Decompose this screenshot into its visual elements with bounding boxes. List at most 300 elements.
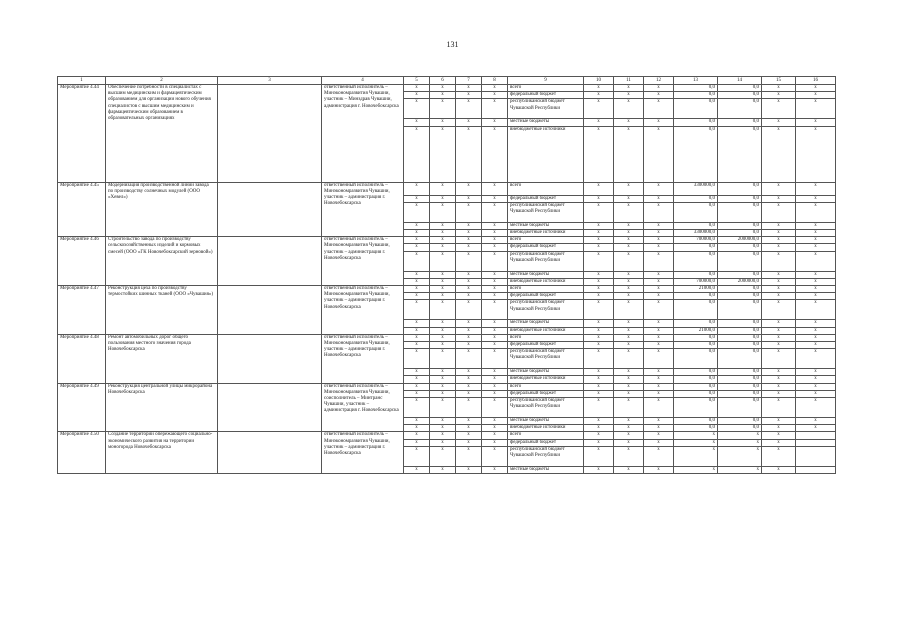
value-cell: x: [796, 85, 836, 92]
amount-cell: 2000000,0: [718, 237, 762, 244]
amount-cell: x: [674, 439, 718, 446]
value-cell: x: [584, 425, 614, 432]
value-cell: x: [482, 293, 508, 300]
value-cell: x: [404, 466, 430, 473]
value-cell: x: [584, 244, 614, 251]
amount-cell: 0,0: [718, 182, 762, 195]
table-row: [58, 432, 836, 439]
value-cell: x: [482, 446, 508, 466]
value-cell: x: [456, 390, 482, 397]
value-cell: x: [430, 327, 456, 334]
value-cell: x: [614, 237, 644, 244]
value-cell: x: [644, 286, 674, 293]
value-cell: x: [482, 418, 508, 425]
value-cell: x: [796, 376, 836, 383]
column-number-cell: 7: [456, 77, 482, 85]
amount-cell: 0,0: [674, 390, 718, 397]
funding-source-cell: всего: [508, 237, 584, 244]
value-cell: x: [456, 278, 482, 285]
event-executor-cell: ответственный исполнитель – Минэкономразвития Чувашии, участник – Минздрав Чувашии, администрация г. Новочебоксарска: [322, 85, 404, 183]
value-cell: x: [456, 202, 482, 222]
value-cell: x: [430, 182, 456, 195]
event-executor-cell: ответственный исполнитель – Минэкономразвития Чувашии, участник – администрация г. Новочебоксарска: [322, 334, 404, 383]
column-number-cell: 1: [58, 77, 106, 85]
value-cell: x: [430, 271, 456, 278]
value-cell: x: [614, 222, 644, 229]
table-row: [58, 85, 836, 92]
value-cell: x: [584, 320, 614, 327]
value-cell: x: [482, 349, 508, 369]
value-cell: x: [614, 85, 644, 92]
value-cell: x: [644, 119, 674, 126]
event-id-cell: Мероприятие 4.48: [58, 334, 106, 383]
value-cell: x: [614, 327, 644, 334]
column-number-cell: 5: [404, 77, 430, 85]
funding-source-cell: федеральный бюджет: [508, 244, 584, 251]
funding-source-cell: федеральный бюджет: [508, 439, 584, 446]
value-cell: x: [614, 244, 644, 251]
value-cell: x: [482, 376, 508, 383]
event-name-cell: Модернизация производственной линии завода по производству солнечных модулей (ООО «Хевел»): [106, 182, 218, 237]
amount-cell: 0,0: [674, 369, 718, 376]
amount-cell: 700000,0: [674, 237, 718, 244]
value-cell: x: [482, 383, 508, 390]
column-number-cell: 3: [218, 77, 322, 85]
value-cell: x: [482, 202, 508, 222]
value-cell: x: [644, 251, 674, 271]
event-executor-cell: ответственный исполнитель – Минэкономразвития Чувашии, участник – администрация г. Новочебоксарска: [322, 432, 404, 474]
column-number-row: [58, 77, 836, 85]
value-cell: x: [614, 119, 644, 126]
value-cell: x: [430, 369, 456, 376]
value-cell: x: [762, 425, 796, 432]
amount-cell: x: [674, 466, 718, 473]
event-empty-cell: [218, 432, 322, 474]
value-cell: x: [482, 466, 508, 473]
value-cell: x: [584, 446, 614, 466]
funding-source-cell: республиканский бюджет Чувашской Республики: [508, 202, 584, 222]
amount-cell: x: [674, 446, 718, 466]
value-cell: x: [762, 320, 796, 327]
funding-source-cell: всего: [508, 334, 584, 341]
value-cell: x: [404, 342, 430, 349]
amount-cell: 0,0: [718, 126, 762, 182]
value-cell: x: [762, 278, 796, 285]
value-cell: x: [644, 244, 674, 251]
value-cell: x: [456, 222, 482, 229]
value-cell: x: [456, 376, 482, 383]
amount-cell: 21000,0: [674, 286, 718, 293]
value-cell: x: [614, 278, 644, 285]
funding-source-cell: местные бюджеты: [508, 271, 584, 278]
funding-source-cell: федеральный бюджет: [508, 92, 584, 99]
funding-source-cell: внебюджетные источники: [508, 425, 584, 432]
event-id-cell: Мероприятие 4.45: [58, 182, 106, 237]
column-number-cell: 8: [482, 77, 508, 85]
value-cell: x: [584, 230, 614, 237]
value-cell: x: [404, 119, 430, 126]
value-cell: x: [584, 466, 614, 473]
value-cell: x: [762, 92, 796, 99]
value-cell: x: [614, 300, 644, 320]
value-cell: x: [430, 222, 456, 229]
value-cell: x: [404, 286, 430, 293]
funding-source-cell: местные бюджеты: [508, 418, 584, 425]
value-cell: x: [430, 334, 456, 341]
value-cell: x: [644, 126, 674, 182]
value-cell: x: [430, 237, 456, 244]
event-name-cell: Реконструкция центральной улицы микрорайона Новочебоксарска: [106, 383, 218, 432]
amount-cell: 0,0: [674, 119, 718, 126]
value-cell: x: [644, 425, 674, 432]
value-cell: x: [614, 195, 644, 202]
value-cell: x: [404, 334, 430, 341]
event-id-cell: Мероприятие 4.50: [58, 432, 106, 474]
amount-cell: 0,0: [674, 222, 718, 229]
value-cell: x: [430, 195, 456, 202]
value-cell: x: [614, 425, 644, 432]
value-cell: x: [404, 369, 430, 376]
value-cell: x: [796, 300, 836, 320]
value-cell: x: [430, 439, 456, 446]
value-cell: x: [404, 126, 430, 182]
event-id-cell: Мероприятие 4.49: [58, 383, 106, 432]
value-cell: x: [796, 327, 836, 334]
amount-cell: 0,0: [718, 327, 762, 334]
funding-source-cell: всего: [508, 383, 584, 390]
event-empty-cell: [218, 182, 322, 237]
value-cell: x: [762, 271, 796, 278]
value-cell: x: [404, 230, 430, 237]
value-cell: x: [482, 439, 508, 446]
value-cell: x: [796, 195, 836, 202]
amount-cell: 0,0: [718, 376, 762, 383]
value-cell: x: [456, 369, 482, 376]
value-cell: x: [762, 244, 796, 251]
value-cell: x: [430, 466, 456, 473]
value-cell: x: [456, 85, 482, 92]
value-cell: x: [584, 286, 614, 293]
amount-cell: 0,0: [674, 320, 718, 327]
value-cell: x: [796, 286, 836, 293]
value-cell: x: [644, 369, 674, 376]
value-cell: x: [796, 369, 836, 376]
value-cell: [796, 432, 836, 439]
value-cell: x: [404, 349, 430, 369]
amount-cell: 0,0: [718, 342, 762, 349]
value-cell: x: [430, 85, 456, 92]
value-cell: x: [482, 390, 508, 397]
event-empty-cell: [218, 334, 322, 383]
amount-cell: 0,0: [718, 244, 762, 251]
amount-cell: 0,0: [718, 425, 762, 432]
column-number-cell: 6: [430, 77, 456, 85]
value-cell: x: [614, 342, 644, 349]
value-cell: x: [796, 202, 836, 222]
value-cell: x: [404, 320, 430, 327]
value-cell: x: [482, 244, 508, 251]
value-cell: x: [644, 85, 674, 92]
funding-source-cell: местные бюджеты: [508, 466, 584, 473]
value-cell: x: [430, 286, 456, 293]
funding-source-cell: местные бюджеты: [508, 369, 584, 376]
value-cell: x: [644, 237, 674, 244]
amount-cell: 0,0: [674, 349, 718, 369]
amount-cell: x: [718, 466, 762, 473]
value-cell: x: [482, 286, 508, 293]
value-cell: x: [404, 293, 430, 300]
value-cell: x: [644, 376, 674, 383]
value-cell: x: [456, 320, 482, 327]
value-cell: x: [614, 286, 644, 293]
value-cell: x: [644, 342, 674, 349]
value-cell: x: [796, 119, 836, 126]
value-cell: x: [584, 376, 614, 383]
value-cell: x: [614, 369, 644, 376]
value-cell: x: [404, 222, 430, 229]
value-cell: x: [404, 271, 430, 278]
value-cell: x: [404, 327, 430, 334]
amount-cell: x: [718, 439, 762, 446]
value-cell: x: [762, 390, 796, 397]
value-cell: x: [796, 99, 836, 119]
value-cell: x: [404, 418, 430, 425]
amount-cell: 0,0: [718, 85, 762, 92]
value-cell: x: [762, 126, 796, 182]
value-cell: x: [796, 398, 836, 418]
value-cell: x: [584, 293, 614, 300]
amount-cell: 0,0: [718, 349, 762, 369]
value-cell: x: [762, 398, 796, 418]
value-cell: x: [430, 230, 456, 237]
event-executor-cell: ответственный исполнитель – Минэкономразвития Чувашии, участник – администрация г. Новочебоксарска: [322, 237, 404, 286]
value-cell: x: [584, 300, 614, 320]
value-cell: x: [482, 182, 508, 195]
value-cell: x: [796, 230, 836, 237]
value-cell: x: [404, 439, 430, 446]
value-cell: x: [584, 271, 614, 278]
amount-cell: 0,0: [674, 202, 718, 222]
funding-source-cell: местные бюджеты: [508, 320, 584, 327]
funding-source-cell: республиканский бюджет Чувашской Республики: [508, 349, 584, 369]
value-cell: x: [644, 271, 674, 278]
value-cell: x: [404, 202, 430, 222]
value-cell: x: [404, 251, 430, 271]
value-cell: x: [456, 230, 482, 237]
column-number-cell: 11: [614, 77, 644, 85]
column-number-cell: 16: [796, 77, 836, 85]
value-cell: x: [584, 195, 614, 202]
value-cell: x: [404, 195, 430, 202]
amount-cell: 0,0: [718, 418, 762, 425]
value-cell: x: [404, 244, 430, 251]
value-cell: [796, 466, 836, 473]
funding-source-cell: федеральный бюджет: [508, 293, 584, 300]
amount-cell: 0,0: [674, 300, 718, 320]
amount-cell: 2000000,0: [718, 278, 762, 285]
value-cell: x: [644, 466, 674, 473]
column-number-cell: 10: [584, 77, 614, 85]
value-cell: x: [796, 390, 836, 397]
amount-cell: 0,0: [674, 334, 718, 341]
value-cell: x: [584, 237, 614, 244]
column-number-cell: 9: [508, 77, 584, 85]
value-cell: x: [404, 383, 430, 390]
value-cell: [796, 446, 836, 466]
value-cell: x: [456, 432, 482, 439]
value-cell: x: [644, 383, 674, 390]
table-row: [58, 383, 836, 390]
event-id-cell: Мероприятие 4.47: [58, 286, 106, 335]
amount-cell: 0,0: [674, 342, 718, 349]
column-number-cell: 4: [322, 77, 404, 85]
funding-source-cell: внебюджетные источники: [508, 327, 584, 334]
amount-cell: 0,0: [718, 293, 762, 300]
value-cell: x: [482, 230, 508, 237]
value-cell: x: [644, 439, 674, 446]
amount-cell: 0,0: [674, 92, 718, 99]
amount-cell: 0,0: [674, 271, 718, 278]
value-cell: x: [404, 432, 430, 439]
value-cell: x: [584, 390, 614, 397]
value-cell: x: [796, 126, 836, 182]
value-cell: x: [456, 195, 482, 202]
value-cell: x: [644, 278, 674, 285]
value-cell: x: [430, 126, 456, 182]
value-cell: x: [796, 278, 836, 285]
value-cell: x: [614, 383, 644, 390]
value-cell: x: [430, 432, 456, 439]
table-row: [58, 334, 836, 341]
value-cell: x: [762, 466, 796, 473]
value-cell: x: [482, 300, 508, 320]
value-cell: x: [614, 271, 644, 278]
amount-cell: 0,0: [718, 320, 762, 327]
amount-cell: 0,0: [718, 202, 762, 222]
value-cell: x: [644, 327, 674, 334]
value-cell: x: [614, 466, 644, 473]
event-id-cell: Мероприятие 4.44: [58, 85, 106, 183]
value-cell: x: [762, 418, 796, 425]
value-cell: x: [762, 222, 796, 229]
amount-cell: 0,0: [718, 271, 762, 278]
value-cell: x: [762, 85, 796, 92]
amount-cell: 0,0: [718, 195, 762, 202]
amount-cell: 0,0: [674, 99, 718, 119]
value-cell: x: [482, 251, 508, 271]
value-cell: x: [404, 446, 430, 466]
value-cell: x: [614, 418, 644, 425]
column-number-cell: 13: [674, 77, 718, 85]
column-number-cell: 15: [762, 77, 796, 85]
value-cell: x: [644, 432, 674, 439]
value-cell: x: [430, 251, 456, 271]
table-body: [58, 77, 836, 474]
value-cell: x: [430, 92, 456, 99]
value-cell: x: [456, 99, 482, 119]
event-name-cell: Ремонт автомобильных дорог общего пользования местного значения города Новочебоксарска: [106, 334, 218, 383]
value-cell: x: [644, 300, 674, 320]
funding-source-cell: всего: [508, 182, 584, 195]
event-name-cell: Создание территории опережающего социально-экономического развития на территории моногорода Новочебоксарска: [106, 432, 218, 474]
funding-source-cell: республиканский бюджет Чувашской Республики: [508, 99, 584, 119]
value-cell: x: [482, 99, 508, 119]
value-cell: x: [614, 376, 644, 383]
value-cell: x: [762, 432, 796, 439]
value-cell: x: [584, 92, 614, 99]
value-cell: x: [796, 320, 836, 327]
value-cell: x: [584, 278, 614, 285]
value-cell: x: [796, 237, 836, 244]
value-cell: x: [482, 222, 508, 229]
value-cell: x: [796, 251, 836, 271]
value-cell: x: [404, 425, 430, 432]
value-cell: x: [584, 99, 614, 119]
value-cell: x: [482, 271, 508, 278]
event-empty-cell: [218, 383, 322, 432]
value-cell: x: [430, 320, 456, 327]
value-cell: x: [404, 237, 430, 244]
value-cell: x: [456, 342, 482, 349]
value-cell: x: [430, 349, 456, 369]
funding-source-cell: федеральный бюджет: [508, 390, 584, 397]
value-cell: x: [584, 432, 614, 439]
value-cell: x: [644, 293, 674, 300]
amount-cell: 0,0: [674, 418, 718, 425]
value-cell: x: [796, 271, 836, 278]
value-cell: x: [430, 244, 456, 251]
funding-source-cell: республиканский бюджет Чувашской Республики: [508, 251, 584, 271]
amount-cell: x: [718, 446, 762, 466]
value-cell: x: [614, 334, 644, 341]
value-cell: x: [762, 237, 796, 244]
value-cell: x: [644, 320, 674, 327]
value-cell: x: [796, 425, 836, 432]
value-cell: x: [456, 425, 482, 432]
value-cell: x: [762, 376, 796, 383]
value-cell: x: [456, 286, 482, 293]
value-cell: x: [644, 418, 674, 425]
value-cell: x: [404, 182, 430, 195]
value-cell: x: [456, 300, 482, 320]
value-cell: x: [482, 327, 508, 334]
amount-cell: 0,0: [674, 383, 718, 390]
value-cell: x: [430, 278, 456, 285]
value-cell: x: [456, 466, 482, 473]
amount-cell: 0,0: [718, 300, 762, 320]
value-cell: x: [762, 286, 796, 293]
value-cell: x: [456, 446, 482, 466]
value-cell: x: [456, 418, 482, 425]
value-cell: x: [614, 92, 644, 99]
value-cell: x: [614, 432, 644, 439]
event-empty-cell: [218, 85, 322, 183]
event-name-cell: Строительство завода по производству сельскохозяйственных изделий и кормовых смесей (ООО «ГК Новочебоксарский зерновой»): [106, 237, 218, 286]
value-cell: x: [644, 92, 674, 99]
value-cell: x: [614, 251, 644, 271]
value-cell: x: [482, 195, 508, 202]
value-cell: x: [430, 383, 456, 390]
value-cell: x: [430, 418, 456, 425]
funding-source-cell: республиканский бюджет Чувашской Республики: [508, 446, 584, 466]
value-cell: x: [614, 293, 644, 300]
value-cell: x: [644, 390, 674, 397]
value-cell: x: [796, 182, 836, 195]
value-cell: x: [482, 92, 508, 99]
amount-cell: 0,0: [674, 376, 718, 383]
value-cell: x: [404, 300, 430, 320]
value-cell: x: [456, 327, 482, 334]
